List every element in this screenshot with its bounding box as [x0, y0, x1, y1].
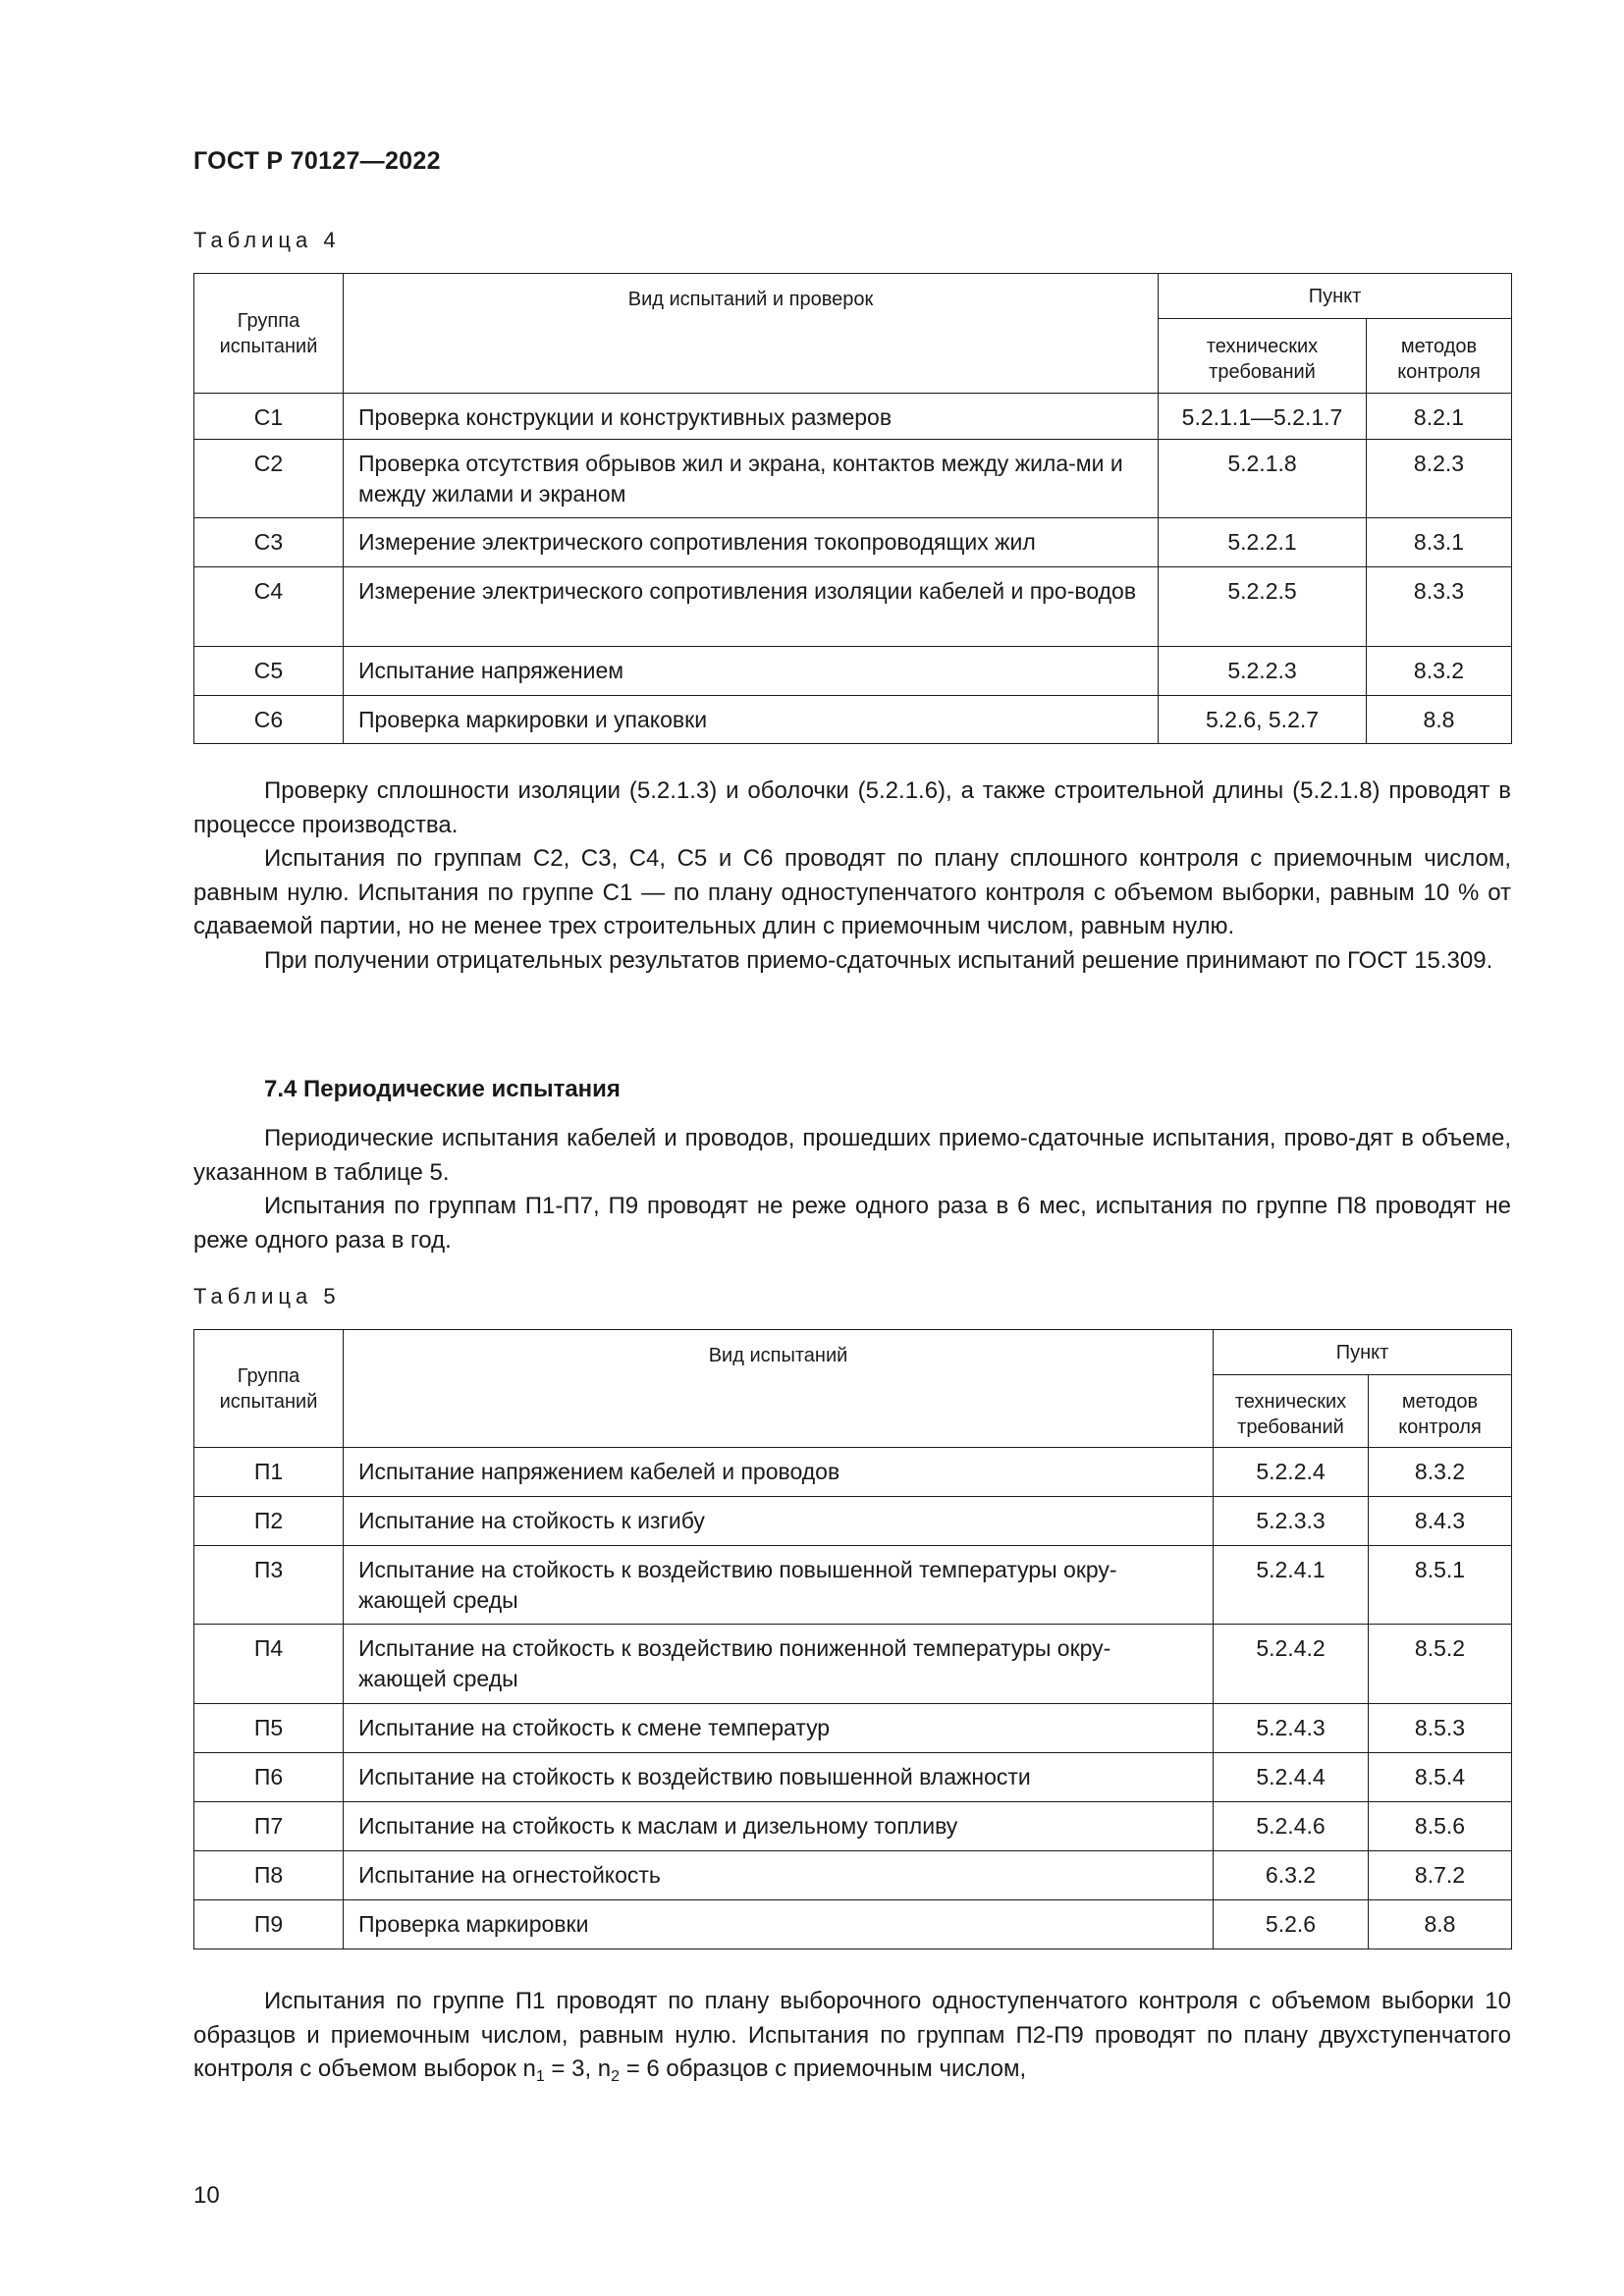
table-4-header-tech: технических требований — [1159, 319, 1367, 394]
test-type-cell: Испытание напряжением кабелей и проводов — [344, 1448, 1214, 1497]
final-paragraph — [193, 1985, 1511, 2095]
group-cell: П5 — [194, 1704, 344, 1753]
tech-clause-cell: 5.2.2.5 — [1159, 567, 1367, 647]
paragraphs-after-table-4 — [193, 774, 1511, 978]
section-title: 7.4 Периодические испытания — [264, 1076, 621, 1102]
tech-clause-cell: 5.2.4.2 — [1214, 1625, 1369, 1704]
group-cell: П2 — [194, 1497, 344, 1546]
table-5-header-group: Группа испытаний — [194, 1330, 344, 1448]
table-4-header-group: Группа испытаний — [194, 274, 344, 394]
method-clause-cell: 8.3.3 — [1367, 567, 1512, 647]
table-row — [194, 696, 1512, 744]
table-row — [194, 1900, 1512, 1949]
group-cell: П8 — [194, 1851, 344, 1900]
table-row — [194, 1546, 1512, 1625]
table-4-caption: Таблица 4 — [193, 228, 341, 252]
tech-clause-cell: 5.2.2.1 — [1159, 518, 1367, 567]
paragraph-text: = 3, n — [544, 2056, 612, 2082]
tech-clause-cell: 5.2.4.3 — [1214, 1704, 1369, 1753]
section-7-4-paragraphs — [193, 1122, 1511, 1257]
method-clause-cell: 8.5.3 — [1369, 1704, 1512, 1753]
tech-clause-cell: 5.2.6 — [1214, 1900, 1369, 1949]
tech-clause-cell: 5.2.2.4 — [1214, 1448, 1369, 1497]
paragraph-text: Испытания по группе П1 проводят по плану выборочного одноступенчатого контроля с объемом выборки 10 образцов и приемочным числом, равным нулю. Испытания по группам П2-П9 проводят по плану двухступенчатого контроля с объемом выборок n — [193, 1988, 1511, 2082]
paragraph — [193, 1985, 1511, 2095]
group-cell: П9 — [194, 1900, 344, 1949]
test-type-cell: Испытание напряжением — [344, 647, 1159, 696]
test-type-cell: Проверка конструкции и конструктивных размеров — [344, 394, 1159, 440]
method-clause-cell: 8.3.2 — [1367, 647, 1512, 696]
group-cell: С6 — [194, 696, 344, 744]
test-type-cell: Проверка маркировки — [344, 1900, 1214, 1949]
table-row — [194, 567, 1512, 647]
table-5 — [193, 1329, 1512, 1949]
table-5-header-tech: технических требований — [1214, 1375, 1369, 1448]
table-5-caption: Таблица 5 — [193, 1284, 341, 1308]
table-row — [194, 1448, 1512, 1497]
table-row — [194, 1625, 1512, 1704]
method-clause-cell: 8.8 — [1367, 696, 1512, 744]
method-clause-cell: 8.2.3 — [1367, 440, 1512, 518]
test-type-cell: Испытание на стойкость к воздействию повышенной температуры окру-жающей среды — [344, 1546, 1214, 1625]
method-clause-cell: 8.5.2 — [1369, 1625, 1512, 1704]
group-cell: С5 — [194, 647, 344, 696]
tech-clause-cell: 6.3.2 — [1214, 1851, 1369, 1900]
group-cell: С4 — [194, 567, 344, 647]
table-row — [194, 394, 1512, 440]
table-4-header-methods: методов контроля — [1367, 319, 1512, 394]
paragraph: Периодические испытания кабелей и проводов, прошедших приемо-сдаточные испытания, прово-дят в объеме, указанном в таблице 5. — [193, 1125, 1511, 1186]
test-type-cell: Проверка отсутствия обрывов жил и экрана, контактов между жила-ми и между жилами и экраном — [344, 440, 1159, 518]
subscript: 2 — [611, 2068, 621, 2085]
paragraph: Испытания по группам П1-П7, П9 проводят не реже одного раза в 6 мес, испытания по группе П8 проводят не реже одного раза в год. — [193, 1193, 1511, 1254]
group-cell: С3 — [194, 518, 344, 567]
table-row — [194, 518, 1512, 567]
method-clause-cell: 8.3.1 — [1367, 518, 1512, 567]
paragraph: Испытания по группам С2, С3, С4, С5 и С6 проводят по плану сплошного контроля с приемочным числом, равным нулю. Испытания по группе С1 — по плану одноступенчатого контроля с объемом выборки, равным 10 % от сдаваемой партии, но не менее трех строительных длин с приемочным числом, равным нулю. — [193, 845, 1511, 939]
test-type-cell: Испытание на стойкость к изгибу — [344, 1497, 1214, 1546]
table-row — [194, 440, 1512, 518]
method-clause-cell: 8.5.1 — [1369, 1546, 1512, 1625]
test-type-cell: Испытание на стойкость к маслам и дизельному топливу — [344, 1802, 1214, 1851]
method-clause-cell: 8.5.6 — [1369, 1802, 1512, 1851]
table-row — [194, 647, 1512, 696]
tech-clause-cell: 5.2.1.1—5.2.1.7 — [1159, 394, 1367, 440]
document-code: ГОСТ Р 70127—2022 — [193, 147, 441, 175]
method-clause-cell: 8.7.2 — [1369, 1851, 1512, 1900]
table-5-header-clause: Пункт — [1214, 1330, 1512, 1375]
paragraph: При получении отрицательных результатов приемо-сдаточных испытаний решение принимают по ГОСТ 15.309. — [264, 946, 1493, 974]
group-cell: П6 — [194, 1753, 344, 1802]
group-cell: П1 — [194, 1448, 344, 1497]
group-cell: П4 — [194, 1625, 344, 1704]
table-4-header-clause: Пункт — [1159, 274, 1512, 319]
test-type-cell: Измерение электрического сопротивления изоляции кабелей и про-водов — [344, 567, 1159, 647]
test-type-cell: Испытание на стойкость к воздействию пониженной температуры окру-жающей среды — [344, 1625, 1214, 1704]
method-clause-cell: 8.3.2 — [1369, 1448, 1512, 1497]
table-row — [194, 1704, 1512, 1753]
tech-clause-cell: 5.2.6, 5.2.7 — [1159, 696, 1367, 744]
method-clause-cell: 8.5.4 — [1369, 1753, 1512, 1802]
table-4-header-type: Вид испытаний и проверок — [344, 274, 1159, 394]
table-row — [194, 1802, 1512, 1851]
group-cell: П7 — [194, 1802, 344, 1851]
method-clause-cell: 8.4.3 — [1369, 1497, 1512, 1546]
tech-clause-cell: 5.2.1.8 — [1159, 440, 1367, 518]
method-clause-cell: 8.8 — [1369, 1900, 1512, 1949]
tech-clause-cell: 5.2.4.4 — [1214, 1753, 1369, 1802]
test-type-cell: Испытание на огнестойкость — [344, 1851, 1214, 1900]
tech-clause-cell: 5.2.2.3 — [1159, 647, 1367, 696]
paragraph: Проверку сплошности изоляции (5.2.1.3) и оболочки (5.2.1.6), а также строительной длины (5.2.1.8) проводят в процессе производства. — [193, 777, 1511, 838]
group-cell: С1 — [194, 394, 344, 440]
group-cell: С2 — [194, 440, 344, 518]
subscript: 1 — [535, 2068, 545, 2085]
table-5-header-methods: методов контроля — [1369, 1375, 1512, 1448]
test-type-cell: Испытание на стойкость к смене температур — [344, 1704, 1214, 1753]
method-clause-cell: 8.2.1 — [1367, 394, 1512, 440]
table-4 — [193, 273, 1512, 744]
page-number: 10 — [193, 2182, 220, 2209]
tech-clause-cell: 5.2.4.1 — [1214, 1546, 1369, 1625]
test-type-cell: Испытание на стойкость к воздействию повышенной влажности — [344, 1753, 1214, 1802]
table-row — [194, 1753, 1512, 1802]
table-row — [194, 1851, 1512, 1900]
test-type-cell: Проверка маркировки и упаковки — [344, 696, 1159, 744]
table-row — [194, 1497, 1512, 1546]
group-cell: П3 — [194, 1546, 344, 1625]
tech-clause-cell: 5.2.4.6 — [1214, 1802, 1369, 1851]
paragraph-text: = 6 образцов с приемочным числом, — [620, 2056, 1027, 2082]
table-5-header-type: Вид испытаний — [344, 1330, 1214, 1448]
tech-clause-cell: 5.2.3.3 — [1214, 1497, 1369, 1546]
test-type-cell: Измерение электрического сопротивления токопроводящих жил — [344, 518, 1159, 567]
